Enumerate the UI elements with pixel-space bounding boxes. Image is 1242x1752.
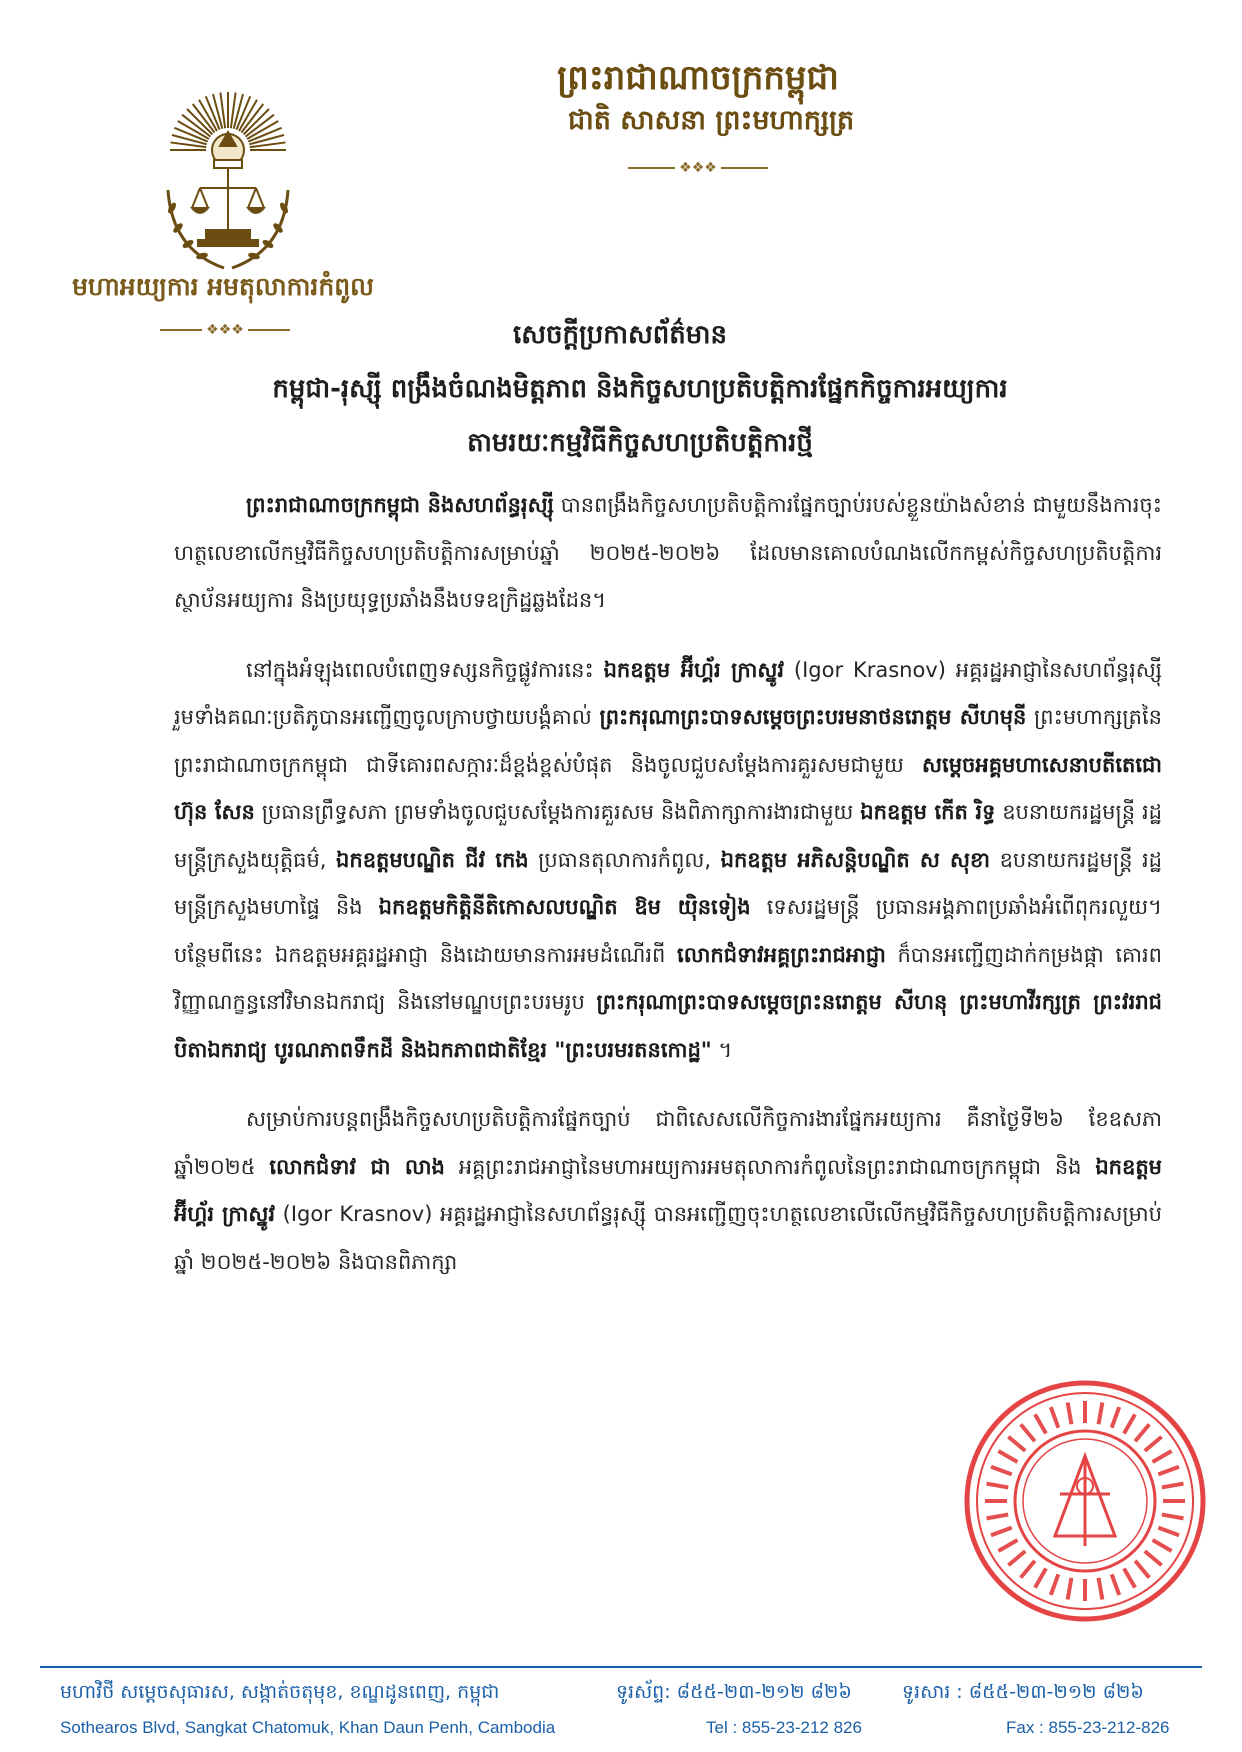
stamp-tick [1162,1484,1184,1488]
paragraph-1 [174,482,1162,625]
footer-address-english: Sothearos Blvd, Sangkat Chatomuk, Khan Daun Penh, Cambodia [60,1718,556,1737]
footer-divider [40,1666,1202,1668]
bold-text: ព្រះករុណាព្រះបាទសម្តេចព្រះនរោត្តម សីហនុ ព្រះមហាវីរក្សត្រ ព្រះវររាជបិតាឯករាជ្យ បូរណភាពទឹកដី និងឯកភាពជាតិខ្មែរ "ព្រះបរមរតនកោដ្ឋ" [174,990,1162,1062]
bold-text: ឯកឧត្តម កើត រិទ្ធ [860,800,996,824]
ornamental-divider: ❖❖❖ [628,160,768,176]
stamp-tick [1135,1561,1149,1578]
document-body [174,482,1162,1298]
body-text: បានពង្រឹងកិច្ចសហប្រតិបត្តិការផ្នែកច្បាប់របស់ខ្លួនយ៉ាងសំខាន់ ជាមួយនឹងការចុះហត្ថលេខាលើកម្មវិធីកិច្ចសហប្រតិបត្តិការសម្រាប់ឆ្នាំ ២០២៥-២០២៦ ដែលមានគោលបំណងលើកកម្ពស់កិច្ចសហប្រតិបត្តិការស្ថាប័នអយ្យការ និងប្រយុទ្ធប្រឆាំងនឹងបទឧក្រិដ្ឋឆ្លងដែន។ [174,493,1162,612]
body-text: (Igor Krasnov) អគ្គរដ្ឋអាជ្ញានៃសហព័ន្ធរុស្ស៊ី បានអញ្ជើញចុះហត្ថលេខាលើលើកម្មវិធីកិច្ចសហប្រតិបត្តិការសម្រាប់ឆ្នាំ ២០២៥-២០២៦ និងបានពិភាក្សា [174,1202,1162,1274]
stamp-tick [1145,1551,1162,1565]
stamp-tick [1135,1424,1149,1441]
stamp-tick [1068,1403,1072,1425]
bold-text: ឯកឧត្តមបណ្ឌិត ជីវ កេង [336,847,529,872]
bold-text: លោកជំទាវ ជា លាង [269,1154,445,1179]
stamp-tick [1021,1561,1035,1578]
ornamental-divider: ❖❖❖ [160,322,290,338]
body-text: សម្រាប់ការបន្តពង្រឹងកិច្ចសហប្រតិបត្តិការផ្នែកច្បាប់ ជាពិសេសលើកិច្ចការងារផ្នែកអយ្យការ គឺនាថ្ងៃទី២៦ ខែឧសភា ឆ្នាំ២០២៥ [174,1107,1162,1179]
bold-text: ឯកឧត្តមកិត្តិនីតិកោសលបណ្ឌិត ឱម យ៉ិនទៀង [378,895,751,919]
stamp-tick [1021,1424,1035,1441]
stamp-tick [991,1467,1012,1475]
footer-phone-english: Tel : 855-23-212 826 [706,1718,862,1737]
prosecution-emblem-icon [128,80,328,280]
stamp-tick [1112,1407,1120,1428]
document-title: សេចក្តីប្រកាសព័ត៌មាន [512,320,728,350]
stamp-tick [1124,1414,1135,1433]
stamp-tick [998,1451,1017,1462]
stamp-tick [1112,1574,1120,1595]
stamp-tick [1162,1515,1184,1519]
document-subtitle-line2: តាមរយៈកម្មវិធីកិច្ចសហប្រតិបត្តិការថ្មី [467,428,813,458]
body-text: ប្រធានតុលាការកំពូល, [528,847,721,872]
stamp-tick [1099,1578,1103,1600]
body-text: ប្រធានព្រឹទ្ធសភា ព្រមទាំងចូលជួបសម្តែងការគួរសម និងពិភាក្សាការងារជាមួយ [254,800,861,824]
body-text: ទេសរដ្ឋមន្ត្រី ប្រធានអង្គភាពប្រឆាំងអំពើពុករលួយ។ បន្ថែមពីនេះ ឯកឧត្តមអគ្គរដ្ឋអាជ្ញា និងដោយមានការអមដំណើរពី [174,895,1163,967]
footer-fax-khmer: ទូរសារ : ៨៥៥-២៣-២១២ ៨២៦ [902,1681,1144,1703]
stamp-tick [1068,1578,1072,1600]
footer-fax-english: Fax : 855-23-212-826 [1006,1718,1170,1737]
stamp-tick [1008,1437,1025,1451]
footer-phone-khmer: ទូរស័ព្ទ: ៨៥៥-២៣-២១២ ៨២៦ [616,1681,852,1703]
stamp-tick [1099,1403,1103,1425]
stamp-tick [1035,1414,1046,1433]
stamp-tick [1008,1551,1025,1565]
kingdom-name: ព្រះរាជាណាចក្រកម្ពុជា [557,58,839,98]
national-motto: ជាតិ សាសនា ព្រះមហាក្សត្រ [568,105,855,136]
stamp-tick [998,1540,1017,1551]
stamp-tick [1158,1528,1179,1536]
bold-text: ព្រះករុណាព្រះបាទសម្តេចព្រះបរមនាថនរោត្តម សីហមុនី [599,705,1027,729]
body-text: នៅក្នុងអំឡុងពេលបំពេញទស្សនកិច្ចផ្លូវការនេះ [246,657,604,682]
body-text: ក៏បានអញ្ជើញដាក់កម្រងផ្កា គោរពវិញ្ញាណក្ខន្ធនៅវិមានឯករាជ្យ និងនៅមណ្ឌបព្រះបរមរូប [174,942,1162,1014]
stamp-tick [1124,1569,1135,1588]
stamp-tick [1035,1569,1046,1588]
stamp-tick [1051,1574,1059,1595]
body-text: (Igor Krasnov) អគ្គរដ្ឋអាជ្ញានៃសហព័ន្ធរុស្ស៊ី រួមទាំងគណៈប្រតិភូបានអញ្ជើញចូលក្រាបថ្វាយបង្គំគាល់ [174,657,1162,729]
stamp-tick [991,1528,1012,1536]
body-text: អគ្គព្រះរាជអាជ្ញានៃមហាអយ្យការអមតុលាការកំពូលនៃព្រះរាជាណាចក្រកម្ពុជា និង [444,1154,1096,1179]
bold-text: ព្រះរាជាណាចក្រកម្ពុជា និងសហព័ន្ធរុស្ស៊ី [246,493,554,517]
body-text: ព្រះមហាក្សត្រនៃព្រះរាជាណាចក្រកម្ពុជា ជាទីគោរពសក្ការៈដ៏ខ្ពង់ខ្ពស់បំផុត និងចូលជួបសម្តែងការគួរសមជាមួយ [174,705,1162,777]
bold-text: លោកជំទាវអគ្គព្រះរាជអាជ្ញា [677,942,886,967]
bold-text: ឯកឧត្តម អភិសន្តិបណ្ឌិត ស សុខា [720,847,991,872]
stamp-tick [1153,1540,1172,1551]
office-name: មហាអយ្យការ អមតុលាការកំពូល [72,272,374,301]
stamp-tick [1051,1407,1059,1428]
stamp-tick [987,1484,1009,1488]
stamp-tick [1158,1467,1179,1475]
paragraph-2 [174,647,1162,1075]
stamp-tick [1153,1451,1172,1462]
bold-text: ឯកឧត្តម អ៊ីហ្គ័រ ក្រាស្នូវ [603,657,785,682]
official-red-seal-icon [960,1376,1210,1626]
footer-address-khmer: មហាវិថី សម្តេចសុធារស, សង្កាត់ចតុមុខ, ខណ្ឌដូនពេញ, កម្ពុជា [60,1681,500,1703]
document-subtitle-line1: កម្ពុជា-រុស្ស៊ី ពង្រឹងចំណងមិត្តភាព និងកិច្ចសហប្រតិបត្តិការផ្នែកកិច្ចការអយ្យការ [272,374,1008,404]
body-text: ។ [711,1037,733,1062]
stamp-tick [987,1515,1009,1519]
stamp-tick [1145,1437,1162,1451]
body-text: ឧបនាយករដ្ឋមន្ត្រី រដ្ឋមន្ត្រីក្រសួងយុត្តិធម៌, [174,800,1162,872]
paragraph-3 [174,1096,1162,1286]
bold-text: សម្តេចអគ្គមហាសេនាបតីតេជោ ហ៊ុន សែន [174,752,1162,824]
body-text: ឧបនាយករដ្ឋមន្ត្រី រដ្ឋមន្ត្រីក្រសួងមហាផ្ទៃ និង [174,847,1162,919]
bold-text: ឯកឧត្តម អ៊ីហ្គ័រ ក្រាស្នូវ [174,1154,1162,1226]
